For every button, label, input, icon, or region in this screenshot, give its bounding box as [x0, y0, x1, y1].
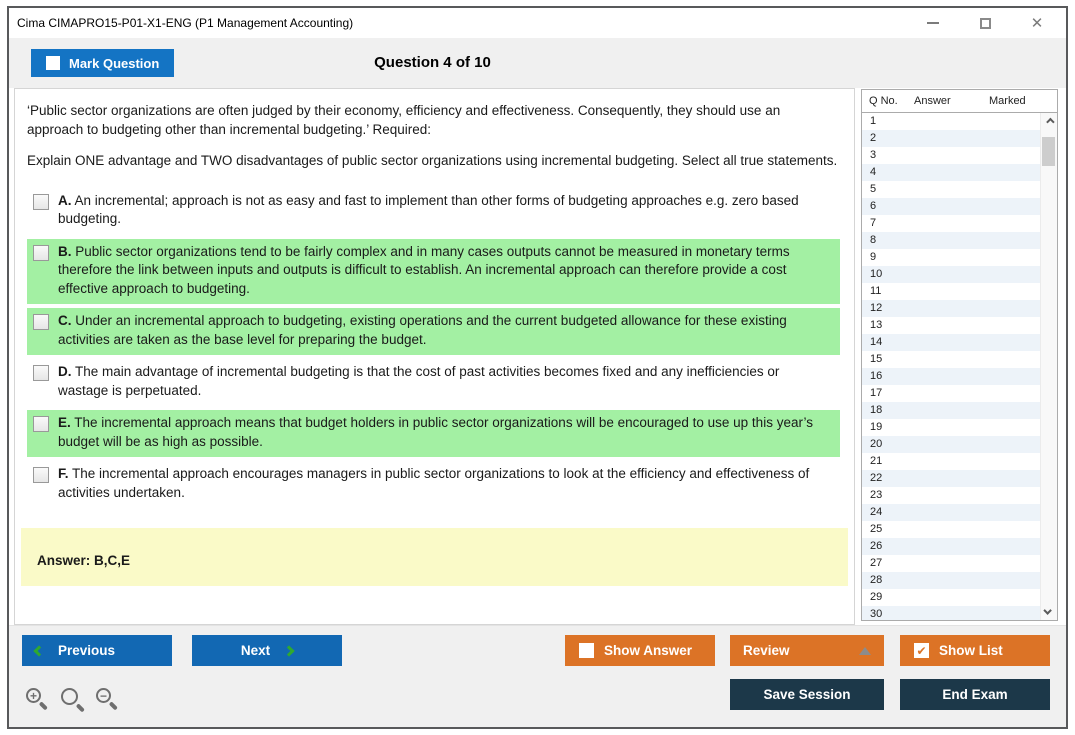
- question-list-row[interactable]: [862, 453, 1057, 470]
- show-list-checkbox[interactable]: [914, 643, 929, 658]
- save-session-button[interactable]: [730, 679, 884, 710]
- scroll-down-button[interactable]: [1041, 603, 1057, 620]
- header-band: [9, 38, 1066, 88]
- question-list-row[interactable]: [862, 147, 1057, 164]
- q-no-cell: 8: [870, 234, 877, 246]
- question-list-row[interactable]: [862, 113, 1057, 130]
- scroll-up-button[interactable]: [1041, 113, 1057, 130]
- question-list-row[interactable]: [862, 300, 1057, 317]
- q-no-cell: 13: [870, 319, 883, 331]
- question-list-row[interactable]: [862, 130, 1057, 147]
- q-no-cell: 4: [870, 166, 877, 178]
- question-list-row[interactable]: [862, 606, 1057, 620]
- answer-option-c[interactable]: [27, 308, 840, 355]
- q-no-cell: 11: [870, 285, 882, 297]
- answer-cell: [914, 555, 989, 572]
- show-answer-button[interactable]: [565, 635, 715, 666]
- review-label: Review: [743, 643, 790, 658]
- question-list: [861, 89, 1058, 621]
- column-header-answer: Answer: [914, 95, 951, 107]
- answer-cell: [914, 317, 989, 334]
- question-list-row[interactable]: [862, 589, 1057, 606]
- previous-button[interactable]: [22, 635, 172, 666]
- q-no-cell: 12: [870, 302, 883, 314]
- answer-cell: [914, 572, 989, 589]
- q-no-cell: 3: [870, 149, 877, 161]
- q-no-cell: 7: [870, 217, 877, 229]
- q-no-cell: 5: [870, 183, 877, 195]
- question-list-row[interactable]: [862, 470, 1057, 487]
- q-no-cell: 25: [870, 523, 883, 535]
- options-list: [27, 188, 840, 509]
- maximize-button[interactable]: [970, 10, 1000, 36]
- review-dropdown-button[interactable]: [730, 635, 884, 666]
- question-panel: [14, 88, 855, 625]
- zoom-out-icon[interactable]: −: [95, 686, 121, 713]
- option-text: E. The incremental approach means that budget holders in public sector organizations will be encouraged to use up this year’s budget will be as high as possible.: [58, 415, 813, 449]
- answer-cell: [914, 283, 989, 300]
- window-controls: [918, 8, 1052, 38]
- question-list-header: [862, 90, 1057, 113]
- q-no-cell: 26: [870, 540, 883, 552]
- question-list-row[interactable]: [862, 198, 1057, 215]
- mark-question-label: Mark Question: [69, 55, 160, 71]
- option-checkbox[interactable]: [33, 416, 49, 432]
- answer-cell: [914, 232, 989, 249]
- question-list-row[interactable]: [862, 487, 1057, 504]
- answer-option-f[interactable]: [27, 461, 840, 508]
- question-list-row[interactable]: [862, 232, 1057, 249]
- answer-cell: [914, 453, 989, 470]
- close-icon: ✕: [1030, 14, 1044, 32]
- option-checkbox[interactable]: [33, 365, 49, 381]
- option-text: A. An incremental; approach is not as easy and fast to implement than other forms of budgeting approaches e.g. zero based budgeting.: [58, 192, 799, 226]
- option-text: B. Public sector organizations tend to be fairly complex and in many cases outputs cannot be measured in monetary terms therefore the link between inputs and outputs is difficult to establish. An incremental approach can therefore provide a cost effective approach to budgeting.: [58, 243, 790, 296]
- end-exam-label: End Exam: [942, 687, 1008, 702]
- window-title: Cima CIMAPRO15-P01-X1-ENG (P1 Management Accounting): [17, 16, 354, 30]
- minimize-icon: [927, 22, 939, 24]
- option-checkbox[interactable]: [33, 194, 49, 210]
- question-counter: Question 4 of 10: [374, 54, 491, 71]
- q-no-cell: 1: [870, 115, 877, 127]
- question-list-row[interactable]: [862, 266, 1057, 283]
- answer-cell: [914, 181, 989, 198]
- answer-cell: [914, 504, 989, 521]
- question-list-row[interactable]: [862, 351, 1057, 368]
- column-header-marked: Marked: [989, 95, 1026, 107]
- q-no-cell: 27: [870, 557, 883, 569]
- question-list-row[interactable]: [862, 504, 1057, 521]
- answer-cell: [914, 198, 989, 215]
- end-exam-button[interactable]: [900, 679, 1050, 710]
- answer-cell: [914, 385, 989, 402]
- option-checkbox[interactable]: [33, 314, 49, 330]
- answer-cell: [914, 215, 989, 232]
- show-list-button[interactable]: [900, 635, 1050, 666]
- q-no-cell: 18: [870, 404, 883, 416]
- answer-cell: [914, 470, 989, 487]
- close-button[interactable]: [1022, 10, 1052, 36]
- answer-cell: [914, 436, 989, 453]
- question-list-scrollbar[interactable]: [1040, 113, 1057, 620]
- answer-box: [21, 528, 848, 586]
- answer-cell: [914, 351, 989, 368]
- option-text: C. Under an incremental approach to budgeting, existing operations and the current budgeted allowance for these existing activities are taken as the base level for preparing the budget.: [58, 313, 787, 347]
- zoom-icon[interactable]: [60, 686, 86, 713]
- question-list-row[interactable]: [862, 402, 1057, 419]
- q-no-cell: 29: [870, 591, 883, 603]
- option-text: D. The main advantage of incremental budgeting is that the cost of past activities becomes fixed and any inefficiencies or wastage is perpetuated.: [58, 364, 780, 398]
- next-button[interactable]: [192, 635, 342, 666]
- save-session-label: Save Session: [763, 687, 851, 702]
- question-paragraph: Explain ONE advantage and TWO disadvantages of public sector organizations using incremental budgeting. Select all true statements.: [27, 153, 838, 168]
- triangle-up-icon: [859, 647, 871, 655]
- question-list-row[interactable]: [862, 368, 1057, 385]
- answer-cell: [914, 130, 989, 147]
- answer-cell: [914, 606, 989, 620]
- answer-cell: [914, 487, 989, 504]
- answer-cell: [914, 334, 989, 351]
- answer-cell: [914, 147, 989, 164]
- q-no-cell: 9: [870, 251, 877, 263]
- q-no-cell: 15: [870, 353, 883, 365]
- question-paragraph: ‘Public sector organizations are often judged by their economy, efficiency and effectiveness. Consequently, they should use an approach to budgeting other than incremental budgeting.’ Required:: [27, 103, 781, 137]
- q-no-cell: 6: [870, 200, 877, 212]
- title-bar: [9, 8, 1066, 38]
- q-no-cell: 21: [870, 455, 883, 467]
- question-list-row[interactable]: [862, 436, 1057, 453]
- q-no-cell: 10: [870, 268, 883, 280]
- chevron-right-icon: [283, 645, 294, 656]
- zoom-in-icon[interactable]: +: [25, 686, 51, 713]
- question-list-row[interactable]: [862, 419, 1057, 436]
- answer-cell: [914, 113, 989, 130]
- question-list-row[interactable]: [862, 538, 1057, 555]
- question-list-row[interactable]: [862, 283, 1057, 300]
- answer-cell: [914, 402, 989, 419]
- chevron-up-icon: [1046, 117, 1054, 125]
- question-list-row[interactable]: [862, 555, 1057, 572]
- maximize-icon: [980, 18, 991, 29]
- column-header-qno: Q No.: [869, 95, 898, 107]
- answer-cell: [914, 368, 989, 385]
- question-list-row[interactable]: [862, 249, 1057, 266]
- footer-band: [9, 625, 1066, 727]
- answer-label: Answer: B,C,E: [37, 553, 131, 568]
- q-no-cell: 20: [870, 438, 883, 450]
- answer-option-e[interactable]: [27, 410, 840, 457]
- question-list-row[interactable]: [862, 334, 1057, 351]
- question-list-row[interactable]: [862, 164, 1057, 181]
- app-window: [7, 6, 1068, 729]
- show-answer-checkbox[interactable]: [579, 643, 594, 658]
- question-list-row[interactable]: [862, 181, 1057, 198]
- question-list-row[interactable]: [862, 317, 1057, 334]
- answer-cell: [914, 521, 989, 538]
- q-no-cell: 14: [870, 336, 883, 348]
- chevron-left-icon: [33, 645, 44, 656]
- answer-option-b[interactable]: [27, 239, 840, 305]
- answer-cell: [914, 249, 989, 266]
- minimize-button[interactable]: [918, 10, 948, 36]
- previous-label: Previous: [58, 643, 116, 658]
- q-no-cell: 16: [870, 370, 883, 382]
- answer-cell: [914, 538, 989, 555]
- answer-cell: [914, 266, 989, 283]
- q-no-cell: 2: [870, 132, 877, 144]
- q-no-cell: 17: [870, 387, 883, 399]
- checkmark-icon: ✔: [916, 643, 927, 658]
- question-list-body: [862, 113, 1057, 620]
- question-list-row[interactable]: [862, 572, 1057, 589]
- answer-option-d[interactable]: [27, 359, 840, 406]
- q-no-cell: 30: [870, 608, 883, 620]
- option-text: F. The incremental approach encourages managers in public sector organizations to look at the efficiency and effectiveness of activities undertaken.: [58, 466, 810, 500]
- answer-cell: [914, 300, 989, 317]
- chevron-down-icon: [1043, 606, 1051, 614]
- answer-option-a[interactable]: [27, 188, 840, 235]
- option-checkbox[interactable]: [33, 467, 49, 483]
- q-no-cell: 28: [870, 574, 883, 586]
- q-no-cell: 19: [870, 421, 883, 433]
- show-answer-label: Show Answer: [604, 643, 693, 658]
- show-list-label: Show List: [939, 643, 1003, 658]
- answer-cell: [914, 589, 989, 606]
- question-list-row[interactable]: [862, 215, 1057, 232]
- q-no-cell: 24: [870, 506, 883, 518]
- next-label: Next: [240, 643, 271, 658]
- zoom-controls: [25, 686, 121, 713]
- question-list-row[interactable]: [862, 521, 1057, 538]
- answer-cell: [914, 419, 989, 436]
- option-checkbox[interactable]: [33, 245, 49, 261]
- q-no-cell: 22: [870, 472, 883, 484]
- answer-cell: [914, 164, 989, 181]
- q-no-cell: 23: [870, 489, 883, 501]
- question-list-row[interactable]: [862, 385, 1057, 402]
- scrollbar-thumb[interactable]: [1042, 137, 1055, 166]
